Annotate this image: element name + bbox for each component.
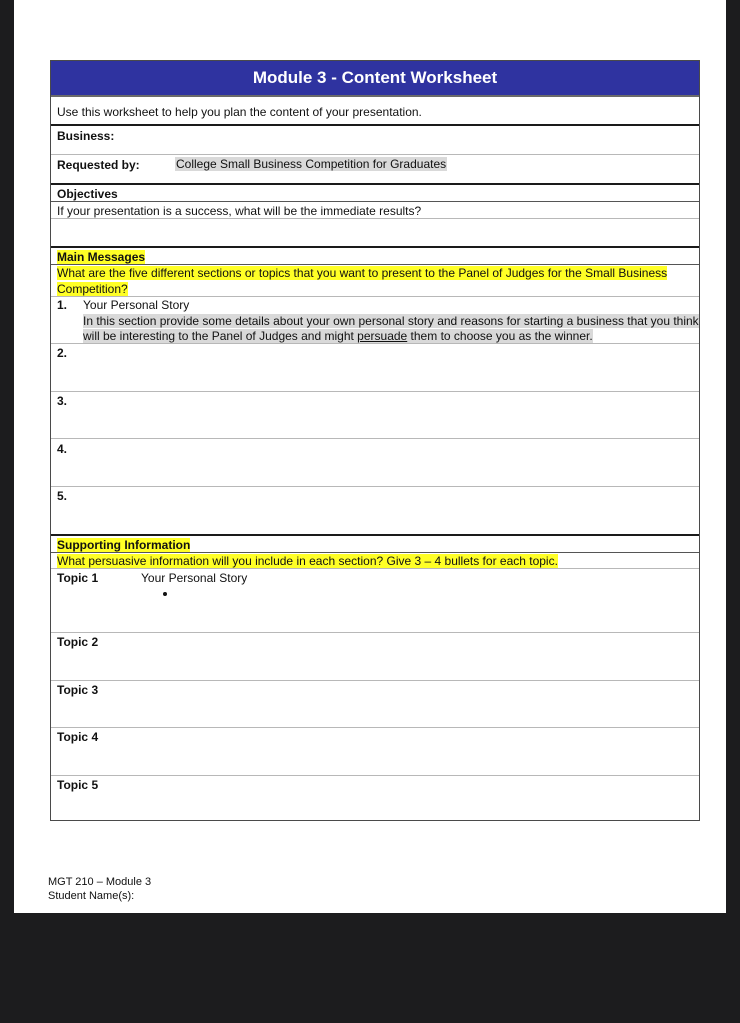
topic-label-1: Topic 1 — [57, 571, 99, 585]
divider — [51, 775, 699, 776]
divider — [51, 218, 699, 219]
message-number-2: 2. — [57, 346, 68, 360]
topic-label-3: Topic 3 — [57, 683, 99, 697]
requested-by-label: Requested by: — [57, 158, 140, 172]
footer-course: MGT 210 – Module 3 — [48, 876, 152, 888]
supporting-heading: Supporting Information — [57, 538, 191, 552]
main-messages-question-line2: Competition? — [57, 282, 128, 296]
divider — [51, 201, 699, 202]
divider — [51, 486, 699, 487]
divider — [51, 632, 699, 633]
message-description-line1: In this section provide some details about your own personal story and reasons for starting a business that you think — [83, 314, 699, 328]
topic-label-2: Topic 2 — [57, 635, 99, 649]
divider — [51, 534, 699, 536]
divider — [51, 264, 699, 265]
divider — [51, 680, 699, 681]
topic-label-5: Topic 5 — [57, 778, 99, 792]
message-number-1: 1. — [57, 298, 68, 312]
worksheet-title: Module 3 - Content Worksheet — [51, 61, 699, 97]
document-page — [14, 0, 726, 913]
message-description-line2: will be interesting to the Panel of Judges and might persuade them to choose you as the winner. — [83, 329, 593, 343]
divider — [51, 343, 699, 344]
business-label: Business: — [57, 129, 115, 143]
main-messages-question-line1: What are the five different sections or topics that you want to present to the Panel of Judges for the Small Business — [57, 266, 668, 280]
footer-student-name: Student Name(s): — [48, 890, 135, 902]
message-number-5: 5. — [57, 489, 68, 503]
message-title-1: Your Personal Story — [83, 298, 190, 312]
supporting-question: What persuasive information will you include in each section? Give 3 – 4 bullets for each topic. — [57, 554, 558, 568]
divider — [51, 124, 699, 126]
divider — [51, 183, 699, 185]
topic-value-1: Your Personal Story — [141, 571, 248, 585]
divider — [51, 438, 699, 439]
objectives-question: If your presentation is a success, what will be the immediate results? — [57, 204, 422, 218]
divider — [51, 246, 699, 248]
objectives-heading: Objectives — [57, 187, 118, 201]
topic-label-4: Topic 4 — [57, 730, 99, 744]
bullet-icon — [163, 592, 167, 596]
message-number-3: 3. — [57, 394, 68, 408]
divider — [51, 568, 699, 569]
intro-text: Use this worksheet to help you plan the content of your presentation. — [57, 105, 422, 119]
divider — [51, 391, 699, 392]
worksheet-table — [50, 60, 700, 821]
persuade-link-text: persuade — [357, 329, 408, 343]
divider — [51, 552, 699, 553]
divider — [51, 296, 699, 297]
requested-by-value: College Small Business Competition for Graduates — [176, 157, 447, 171]
main-messages-heading: Main Messages — [57, 250, 146, 264]
divider — [51, 727, 699, 728]
divider — [51, 154, 699, 155]
message-number-4: 4. — [57, 442, 68, 456]
